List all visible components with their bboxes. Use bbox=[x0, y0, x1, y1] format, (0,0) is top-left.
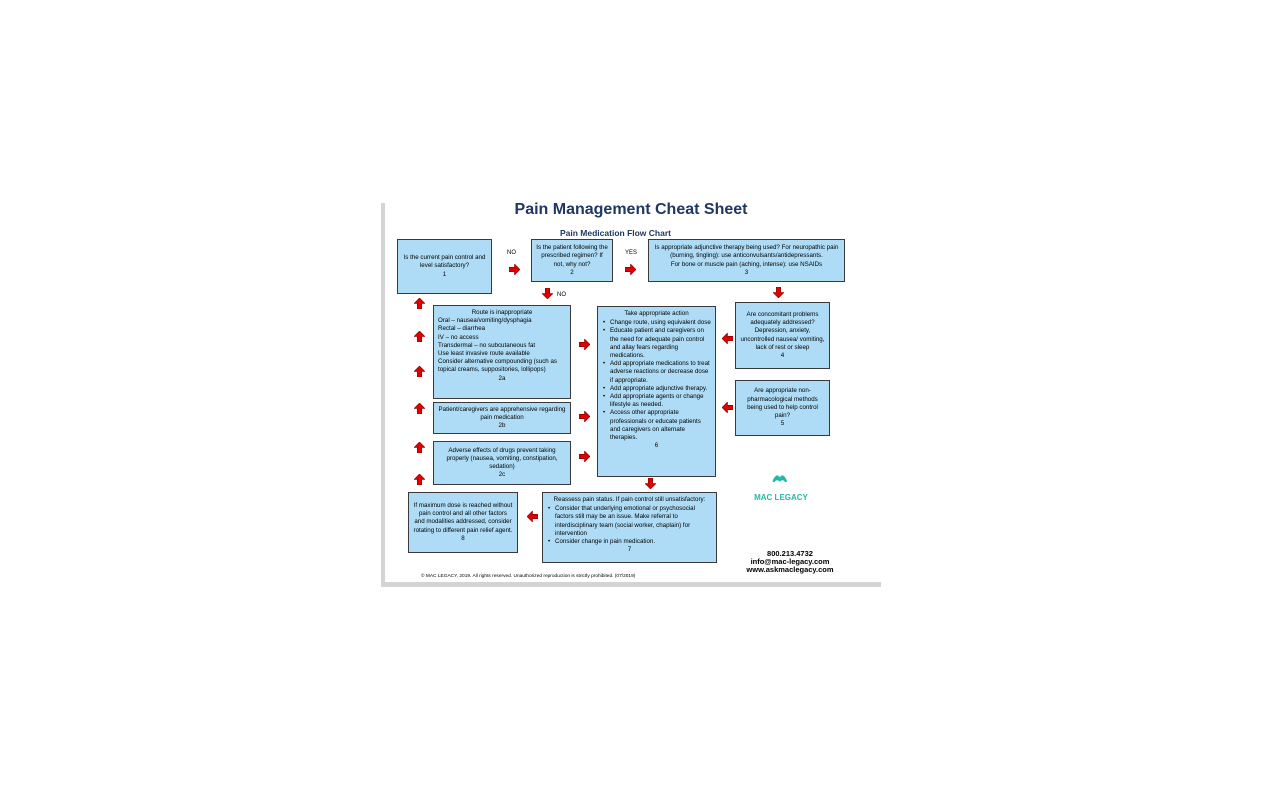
arrow-up-icon bbox=[414, 403, 425, 414]
box-2a-heading: Route is inappropriate bbox=[471, 309, 533, 316]
box-2b-apprehensive bbox=[433, 402, 571, 434]
arrow-right-icon bbox=[579, 339, 590, 350]
arrow-up-icon bbox=[414, 474, 425, 485]
box-1-text: Is the current pain control and level satisfactory? bbox=[403, 254, 486, 270]
box-2b-text: Patient/caregivers are apprehensive regarding pain medication bbox=[438, 405, 566, 421]
arrow-left-icon bbox=[722, 333, 733, 344]
arrow-up-icon bbox=[414, 442, 425, 453]
box-6-item: • Add appropriate adjunctive therapy. bbox=[610, 385, 711, 393]
label-no-2-down: NO bbox=[557, 292, 566, 298]
box-2-number: 2 bbox=[570, 268, 574, 276]
box-2a-line: Use least invasive route available bbox=[438, 350, 530, 358]
box-3-text-line2: For bone or muscle pain (aching, intense): use NSAIDs bbox=[670, 260, 823, 268]
box-7-number: 7 bbox=[627, 546, 632, 554]
box-2c-adverse-effects bbox=[433, 441, 571, 485]
box-2b-number: 2b bbox=[498, 422, 506, 430]
box-4-concomitant-problems bbox=[735, 302, 830, 369]
contact-email: info@mac-legacy.com bbox=[750, 557, 830, 566]
box-2a-line: Oral – nausea/vomiting/dysphagia bbox=[438, 317, 532, 325]
box-8-number: 8 bbox=[461, 534, 465, 542]
box-8-text: If maximum dose is reached without pain control and all other factors and modalities addressed, consider rotating to different pain relief agent. bbox=[413, 501, 513, 534]
arrow-right-icon bbox=[579, 451, 590, 462]
arrow-up-icon bbox=[414, 331, 425, 342]
box-3-number: 3 bbox=[744, 268, 749, 276]
box-2a-number: 2a bbox=[498, 374, 506, 382]
box-6-item: • Access other appropriate professionals or educate patients and caregivers on alternate therapies. bbox=[610, 409, 711, 442]
page-title: Pain Management Cheat Sheet bbox=[514, 201, 748, 218]
box-2a-route-inappropriate bbox=[433, 305, 571, 399]
box-6-item: • Educate patient and caregivers on the need for adequate pain control and allay fears regarding medications. bbox=[610, 327, 711, 360]
box-6-list bbox=[602, 319, 711, 442]
box-4-number: 4 bbox=[780, 351, 785, 359]
arrow-down-icon bbox=[542, 288, 553, 299]
arrow-left-icon bbox=[722, 402, 733, 413]
contact-phone: 800.213.4732 bbox=[767, 549, 813, 558]
mac-legacy-logo-icon bbox=[748, 470, 814, 492]
box-1-number: 1 bbox=[442, 270, 447, 278]
box-2c-number: 2c bbox=[498, 471, 506, 479]
box-3-adjunctive-therapy-question bbox=[648, 239, 845, 282]
box-2a-line: Rectal – diarrhea bbox=[438, 325, 486, 333]
arrow-down-icon bbox=[773, 287, 784, 298]
box-6-item: • Add appropriate agents or change lifestyle as needed. bbox=[610, 393, 711, 409]
logo-text: MAC LEGACY bbox=[754, 493, 808, 502]
box-6-item: • Change route, using equivalent dose bbox=[610, 319, 711, 327]
box-2a-lines bbox=[438, 317, 566, 374]
box-7-item: • Consider change in pain medication. bbox=[555, 538, 712, 546]
arrow-left-icon bbox=[527, 511, 538, 522]
contact-website: www.askmaclegacy.com bbox=[746, 565, 834, 574]
box-2a-line: Consider alternative compounding (such as topical creams, suppositories, lollipops) bbox=[438, 358, 558, 374]
arrow-right-icon bbox=[509, 264, 520, 275]
box-2-text: Is the patient following the prescribed regimen? If not, why not? bbox=[536, 244, 608, 268]
arrow-up-icon bbox=[414, 366, 425, 377]
box-5-text: Are appropriate non-pharmacological methods being used to help control pain? bbox=[747, 387, 818, 420]
arrow-right-icon bbox=[625, 264, 636, 275]
box-6-number: 6 bbox=[654, 442, 659, 450]
box-6-take-action bbox=[597, 306, 716, 477]
box-7-reassess bbox=[542, 492, 717, 563]
box-2a-line: IV – no access bbox=[438, 333, 479, 341]
box-2a-line: Transdermal – no subcutaneous fat bbox=[438, 341, 536, 349]
box-3-text-line1: Is appropriate adjunctive therapy being used? For neuropathic pain (burning, tingling): use anticonvulsants/antidepressants. bbox=[654, 244, 839, 260]
box-5-non-pharmacological bbox=[735, 380, 830, 436]
box-2c-text: Adverse effects of drugs prevent taking properly (nausea, vomiting, constipation, sedation) bbox=[446, 446, 558, 470]
flow-chart-subtitle: Pain Medication Flow Chart bbox=[560, 228, 671, 238]
box-8-max-dose bbox=[408, 492, 518, 553]
label-no-1-to-2: NO bbox=[507, 250, 516, 256]
box-7-item: • Consider that underlying emotional or psychosocial factors still may be an issue. Make referral to interdisciplinary team (social worker, chaplain) for intervention bbox=[555, 505, 712, 538]
box-1-pain-control-question bbox=[397, 239, 492, 294]
copyright-notice: © MAC LEGACY, 2019. All rights reserved. Unauthorized reproduction is strictly prohibited. (07/2019) bbox=[421, 574, 636, 579]
box-7-list bbox=[547, 505, 712, 546]
label-yes-2-to-3: YES bbox=[625, 250, 638, 256]
box-7-heading: Reassess pain status. If pain control still unsatisfactory: bbox=[553, 496, 706, 503]
box-2-regimen-question bbox=[531, 239, 613, 282]
box-6-item: • Add appropriate medications to treat adverse reactions or decrease dose if appropriate. bbox=[610, 360, 711, 385]
box-6-heading: Take appropriate action bbox=[624, 310, 689, 317]
box-4-text: Are concomitant problems adequately addressed? Depression, anxiety, uncontrolled nausea/ vomiting, lack of rest or sleep bbox=[740, 310, 825, 351]
box-5-number: 5 bbox=[780, 420, 785, 428]
arrow-right-icon bbox=[579, 411, 590, 422]
arrow-down-icon bbox=[645, 478, 656, 489]
arrow-up-icon bbox=[414, 298, 425, 309]
